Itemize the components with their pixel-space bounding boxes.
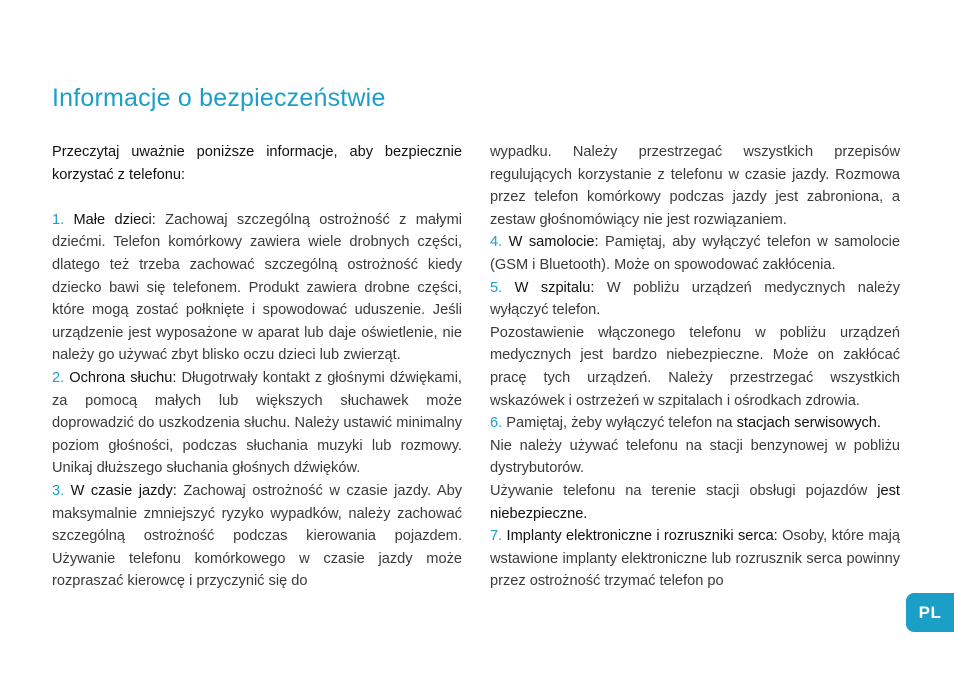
right-column — [490, 141, 900, 593]
item-emphasis: stacjach serwisowych. — [736, 415, 881, 432]
spacer — [52, 186, 462, 209]
item-number: 4. — [490, 234, 503, 251]
item-text: Pamiętaj, aby wyłączyć telefon w samolocie (GSM i Bluetooth). Może on spowodować zakłócenia. — [490, 234, 900, 273]
item-text: Zachowaj szczególną ostrożność z małymi dziećmi. Telefon komórkowy zawiera wiele drobnych części, dlatego też trzeba zachować szczególną ostrożność kiedy dziecko bawi się telefonem. Produkt zawiera drobne części, które mogą zostać połknięte i spowodować uduszenie. Jeśli urządzenie jest wyposażone w aparat lub daje oświetlenie, nie należy go używać zbyt blisko oczu dzieci lub zwierząt. — [52, 211, 462, 364]
item-number: 1. — [52, 211, 65, 228]
item-text: Długotrwały kontakt z głośnymi dźwiękami, za pomocą małych lub większych słuchawek może doprowadzić do uszkodzenia słuchu. Należy ustawić minimalny poziom głośności, podczas słuchania muzyki lub rozmowy. Unikaj dłuższego słuchania głośnych dźwięków. — [52, 369, 462, 477]
item-number: 3. — [52, 482, 65, 499]
page-title: Informacje o bezpieczeństwie — [52, 84, 386, 112]
driving-continued: wypadku. Należy przestrzegać wszystkich przepisów regulujących korzystanie z telefonu w czasie jazdy. Rozmowa przez telefon komórkowy podczas jazdy jest zabroniona, a zestaw głośnomówiący nie jest rozwiązaniem. — [490, 144, 900, 228]
item-number: 6. — [490, 415, 503, 432]
safety-item-implants — [490, 525, 900, 593]
item-heading: W czasie jazdy: — [70, 482, 177, 499]
safety-item-airplane — [490, 231, 900, 276]
item-heading: W szpitalu: — [514, 279, 595, 296]
intro-text: Przeczytaj uważnie poniższe informacje, aby bezpiecznie korzystać z telefonu: — [52, 144, 462, 183]
item-heading: Ochrona słuchu: — [69, 369, 177, 386]
item-text: W pobliżu urządzeń medycznych należy wyłączyć telefon. — [490, 279, 900, 319]
item-number: 5. — [490, 279, 503, 296]
item-heading: Małe dzieci: — [73, 211, 156, 228]
warning-emphasis: jest niebezpieczne. — [490, 482, 900, 522]
hospital-paragraph: Pozostawienie włączonego telefonu w pobliżu urządzeń medycznych jest bardzo niebezpieczne. Może on zakłócać pracę tych urządzeń. Należy przestrzegać wszystkich wskazówek i ostrzeżeń w szpitalach i ośrodkach zdrowia. — [490, 324, 900, 409]
left-column — [52, 141, 462, 593]
language-badge: PL — [906, 593, 954, 632]
safety-item-hospital — [490, 277, 900, 322]
service-station-warning — [490, 480, 900, 525]
item-heading: W samolocie: — [508, 234, 599, 251]
item-text: Zachowaj ostrożność w czasie jazdy. Aby maksymalnie zmniejszyć ryzyko wypadków, należy zachować szczególną ostrożność podczas kierowania pojazdem. Używanie telefonu komórkowego w czasie jazdy może rozpraszać kierowcę i przyczynić się do — [52, 482, 463, 590]
safety-item-hearing — [52, 367, 462, 480]
item-heading: Implanty elektroniczne i rozruszniki serca: — [506, 528, 778, 545]
item-number: 2. — [52, 369, 65, 386]
service-station-paragraph: Nie należy używać telefonu na stacji benzynowej w pobliżu dystrybutorów. — [490, 437, 900, 477]
warning-text: Używanie telefonu na terenie stacji obsługi pojazdów — [490, 482, 878, 499]
item-text: Osoby, które mają wstawione implanty elektroniczne lub rozrusznik serca powinny przez ostrożność trzymać telefon po — [490, 528, 900, 590]
safety-item-children — [52, 209, 462, 367]
item-number: 7. — [490, 528, 503, 545]
safety-item-service-stations — [490, 412, 900, 435]
safety-item-driving — [52, 480, 462, 593]
item-text: Pamiętaj, żeby wyłączyć telefon na — [502, 415, 737, 432]
